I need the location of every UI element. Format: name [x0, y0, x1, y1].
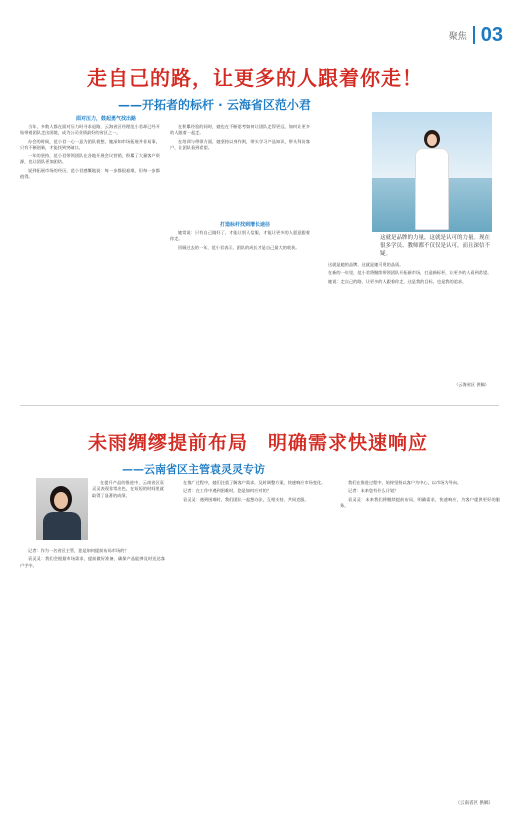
paragraph: 她说：走自己的路，让更多的人跟着你走，这是我的目标，也是我的追求。 — [328, 278, 467, 284]
paragraph: 记者：在工作中遇到困难时，您是如何应对的？ — [183, 488, 271, 494]
article2-subtitle — [122, 461, 422, 477]
article1-subtitle-text: ——开拓者的标杆 · 云海省区范小君 — [118, 98, 311, 112]
photo-person — [412, 130, 452, 230]
article2-subtitle-text: ——云南省区主管袁灵灵专访 — [122, 463, 265, 476]
paragraph: 袁灵灵：遇到困难时，我们团队一起想办法，互相支持，共同克服。 — [183, 496, 309, 502]
paragraph: 在提升产品的推进中，云南省区袁灵灵表现非常出色，在短短的时间里就取得了显著的成绩。 — [92, 480, 164, 498]
article2-signature: （云南省区 供稿） — [455, 801, 493, 806]
paragraph: 记者：作为一名省区主管，您是如何提前布局市场的？ — [28, 548, 129, 553]
paragraph: 办会的时候，范小君一心一意为团队着想，她深知市场拓展并非易事，只有不断创新，才能找到突破口。 — [20, 138, 160, 150]
article2-column-1 — [20, 548, 165, 796]
paragraph: 她常说：只有自己做好了，才能让别人信服，才能让更多的人愿意跟着你走。 — [170, 230, 310, 242]
article-divider — [20, 405, 499, 406]
paragraph: 一年的坚持，范小君带领团队在各地开展会议营销，积累了大量客户资源，也让团队更加团结。 — [20, 153, 160, 165]
page-divider-bar — [473, 26, 475, 44]
article1-photo-caption: 这就是品牌的力量，这就是认可的力量。现在很多学员、教师都不仅仅是认可，而且深信不疑。 — [380, 235, 491, 257]
article1-section-head-1: 面对压力，鼓起勇气找出路 — [75, 116, 136, 122]
person-dress — [415, 148, 449, 230]
person-face — [54, 492, 68, 509]
article2-column-2 — [175, 480, 330, 796]
article2-title: 未雨绸缪提前布局 明确需求快速响应 — [87, 432, 428, 454]
person-body — [43, 512, 81, 540]
section-label: 聚焦 — [448, 31, 467, 42]
article1-subtitle — [118, 96, 418, 113]
paragraph: 记者：未来您有什么计划？ — [348, 488, 399, 494]
paragraph: 回顾过去的一年，范小君表示，团队的成长才是自己最大的收获。 — [178, 244, 300, 250]
paragraph: 袁灵灵：我们会根据市场需求，提前做好准备，确保产品能够及时送达客户手中。 — [20, 556, 165, 568]
paragraph: 在积累经验的同时，她也在不断思考如何让团队走得更远，如何让更多的人跟着一起走。 — [170, 124, 310, 136]
paragraph: 在推广过程中，她们注重了解客户需求，及时调整方案，快速响应市场变化。 — [183, 480, 326, 485]
article1-column-1 — [20, 124, 160, 399]
article2-intro-beside-photo — [92, 480, 164, 544]
paragraph: 我们在推进过程中，始终坚持以客户为中心，以市场为导向。 — [348, 480, 462, 485]
paragraph: 这就是她的品牌，这就是她可贵的品质。 — [328, 262, 404, 267]
page-tab — [449, 24, 503, 46]
person-face — [427, 134, 437, 146]
paragraph: 说到拓展市场的经历，范小君感慨地说：每一步都很艰难，但每一步都值得。 — [20, 167, 160, 180]
article1-title: 走自己的路，让更多的人跟着你走！ — [87, 66, 423, 90]
paragraph: 在新的一年里，范小君将继续带领团队开拓新市场，打造新标杆，让更多的人看到希望。 — [328, 270, 492, 276]
article2-portrait-photo — [36, 478, 88, 540]
article2-column-3 — [340, 480, 500, 796]
article1-column-2a — [170, 124, 310, 219]
article1-portrait-photo — [372, 112, 492, 232]
paragraph: 在培训与带领方面，她坚持以身作则，带头学习产品知识，带头拜访客户，让团队看到希望。 — [170, 138, 310, 150]
article1-section-head-2: 打造标杆找到增长途径 — [219, 222, 270, 228]
paragraph: 袁灵灵：未来我们将继续提前布局，明确需求，快速响应，为客户提供更好的服务。 — [340, 496, 500, 508]
article1-column-2b — [170, 230, 310, 398]
paragraph: 当年，多数人都在面对压力时寻求退路，云海省区经理范小君却已经开始带着团队走出困境，成为公司业绩最好的省区之一。 — [20, 124, 160, 136]
article1-signature: （云海省区 供稿） — [454, 382, 489, 387]
article1-column-3 — [320, 262, 500, 380]
page-number: 03 — [480, 23, 503, 46]
